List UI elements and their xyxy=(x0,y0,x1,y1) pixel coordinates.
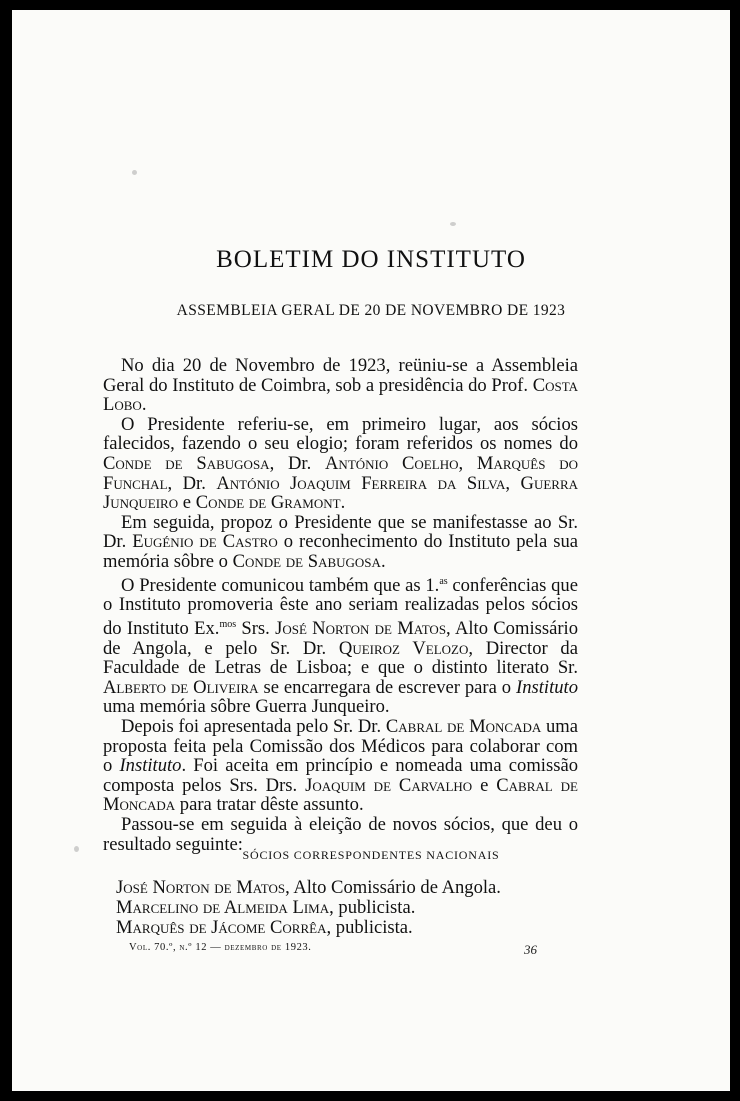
paragraph: O Presidente comunicou também que as 1.$^{as}$ conferências que o Instituto promoveria êste ano seriam realizadas pelos sócios do Instituto Ex.$^{mos}$ Srs. José Norton de Matos, Alto Comissário de Angola, e pelo Sr. Dr. Queiroz Velozo, Director da Faculdade de Letras de Lisboa; e que o distinto literato Sr. Alberto de Oliveira se encarregara de escrever para o Instituto uma memória sôbre Guerra Junqueiro. xyxy=(103,574,579,718)
paragraph: No dia 20 de Novembro de 1923, reüniu-se a Assembleia Geral do Instituto de Coimbra, sob a presidência do Prof. Costa Lobo. xyxy=(103,355,578,416)
paragraph: O Presidente referiu-se, em primeiro lugar, aos sócios falecidos, fazendo o seu elogio; foram referidos os nomes do Conde de Sabugosa, Dr. António Coelho, Marquês do Funchal, Dr. António Joaquim Ferreira da Silva, Guerra Junqueiro e Conde de Gramont. xyxy=(103,413,579,514)
list-item: José Norton de Matos, Alto Comissário de Angola. xyxy=(116,877,501,898)
section-heading: SÓCIOS CORRESPONDENTES NACIONAIS xyxy=(242,848,500,862)
list-item: Marquês de Jácome Corrêa, publicista. xyxy=(116,917,413,938)
list-item: Marcelino de Almeida Lima, publicista. xyxy=(116,897,416,918)
members-list xyxy=(116,878,586,938)
paragraph: Em seguida, propoz o Presidente que se manifestasse ao Sr. Dr. Eugénio de Castro o reconhecimento do Instituto pela sua memória sôbre o Conde de Sabugosa. xyxy=(103,511,578,572)
paragraph: Passou-se em seguida à eleição de novos sócios, que deu o resultado seguinte: xyxy=(103,814,578,855)
page-number: 36 xyxy=(524,942,537,957)
volume-footer: Vol. 70.º, n.º 12 — dezembro de 1923. xyxy=(129,942,312,953)
minutes-body xyxy=(103,356,578,854)
scanned-page xyxy=(12,10,730,1091)
scan-smudge xyxy=(450,222,456,226)
scan-smudge xyxy=(132,170,137,175)
meeting-subtitle: ASSEMBLEIA GERAL DE 20 DE NOVEMBRO DE 1923 xyxy=(176,302,566,319)
paragraph: Depois foi apresentada pelo Sr. Dr. Cabral de Moncada uma proposta feita pela Comissão dos Médicos para colaborar com o Instituto. Foi aceita em princípio e nomeada uma comissão composta pelos Srs. Drs. Joaquim de Carvalho e Cabral de Moncada para tratar dêste assunto. xyxy=(103,716,578,816)
page-title: BOLETIM DO INSTITUTO xyxy=(216,246,526,273)
